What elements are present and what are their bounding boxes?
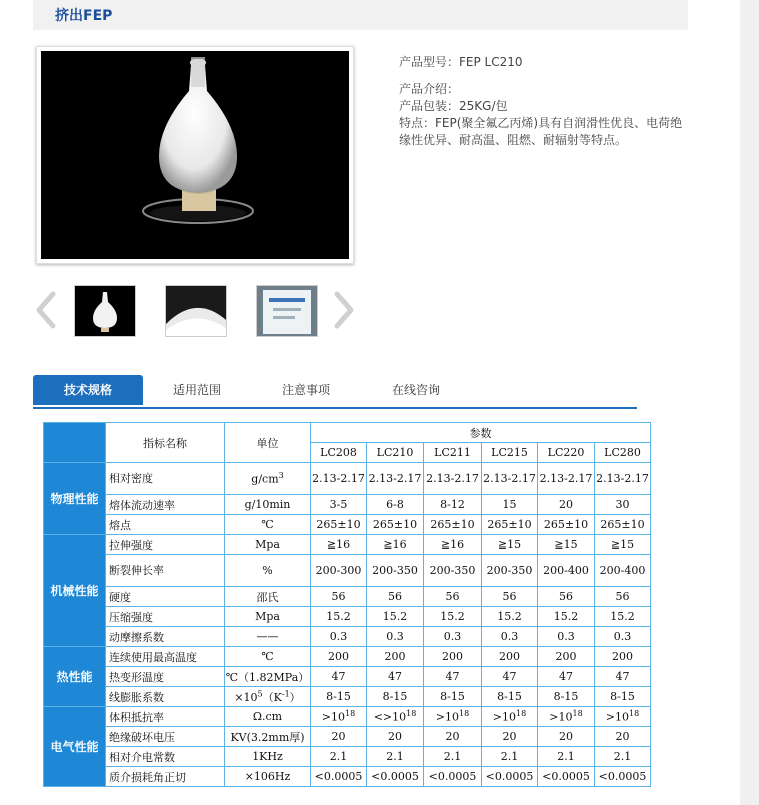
value-cell xyxy=(424,627,482,647)
value-text: 2.13-2.17 xyxy=(596,472,649,485)
header-unit: 单位 xyxy=(225,423,311,463)
next-arrow-icon[interactable] xyxy=(331,290,357,330)
tab-consult[interactable]: 在线咨询 xyxy=(391,383,440,397)
metric-unit xyxy=(225,587,311,607)
value-cell xyxy=(595,767,651,787)
value-cell xyxy=(367,555,424,587)
value-cell xyxy=(424,515,482,535)
value-text: 2.13-2.17 xyxy=(539,472,593,485)
value-text: 56 xyxy=(559,590,573,603)
value-cell xyxy=(482,647,538,667)
metric-unit xyxy=(225,647,311,667)
value-text: 56 xyxy=(502,590,517,603)
value-cell xyxy=(538,647,595,667)
flask-illustration xyxy=(41,51,349,259)
spec-table xyxy=(43,422,651,787)
value-text: 20 xyxy=(445,730,460,743)
value-text: 2.13-2.17 xyxy=(426,472,479,485)
value-text: 0.3 xyxy=(613,630,632,643)
grade-header: LC215 xyxy=(482,443,538,463)
value-text: >10 xyxy=(321,710,346,724)
value-cell xyxy=(367,587,424,607)
metric-unit xyxy=(225,767,311,787)
metric-name: 连续使用最高温度 xyxy=(106,647,225,667)
value-text: 20 xyxy=(331,730,346,743)
table-row xyxy=(44,667,651,687)
value-text: 200 xyxy=(555,650,577,663)
metric-unit xyxy=(225,535,311,555)
unit-part: g/cm xyxy=(251,472,279,486)
table-row xyxy=(44,707,651,727)
spec-table-body xyxy=(44,463,651,787)
page-title: 挤出FEP xyxy=(55,8,113,24)
metric-unit xyxy=(225,747,311,767)
value-cell xyxy=(311,707,367,727)
tab-applications[interactable]: 适用范围 xyxy=(172,383,221,397)
value-cell xyxy=(311,687,367,707)
value-cell xyxy=(311,727,367,747)
table-row xyxy=(44,647,651,667)
unit-part: 3 xyxy=(278,471,284,481)
value-text: 2.13-2.17 xyxy=(483,472,536,485)
grade-header: LC211 xyxy=(424,443,482,463)
value-text: 47 xyxy=(502,670,517,683)
value-text: 200-350 xyxy=(486,564,533,577)
header-name: 指标名称 xyxy=(106,423,225,463)
value-cell xyxy=(311,495,367,515)
value-text: 15 xyxy=(502,498,517,511)
metric-name: 断裂伸长率 xyxy=(106,555,225,587)
value-cell xyxy=(538,767,595,787)
table-row xyxy=(44,535,651,555)
value-text: 20 xyxy=(502,730,517,743)
grade-header: LC208 xyxy=(311,443,367,463)
value-text: 0.3 xyxy=(557,630,575,643)
value-text: 200-400 xyxy=(599,564,646,577)
thumbnail-flask[interactable] xyxy=(74,285,136,337)
value-text: 8-15 xyxy=(326,690,351,703)
value-text: 2.1 xyxy=(443,750,462,763)
product-package: 产品包装：25KG/包 xyxy=(399,99,508,113)
value-text: ≧15 xyxy=(497,538,522,551)
value-cell xyxy=(595,515,651,535)
unit-part: ℃（1.82MPa） xyxy=(225,670,310,684)
grade-header: LC280 xyxy=(595,443,651,463)
value-cell xyxy=(482,687,538,707)
value-text: 2.1 xyxy=(386,750,404,763)
table-row xyxy=(44,767,651,787)
value-cell xyxy=(367,463,424,495)
value-text: 15.2 xyxy=(382,610,408,623)
value-text: <0.0005 xyxy=(542,770,590,783)
unit-part: —— xyxy=(256,630,279,643)
value-cell xyxy=(424,463,482,495)
value-text: 265±10 xyxy=(430,518,475,531)
value-text: 0.3 xyxy=(329,630,348,643)
value-cell xyxy=(595,667,651,687)
value-text: 200 xyxy=(328,650,349,663)
metric-unit xyxy=(225,627,311,647)
value-text: 56 xyxy=(445,590,460,603)
product-info xyxy=(399,54,689,149)
metric-name: 熔点 xyxy=(106,515,225,535)
value-cell xyxy=(311,515,367,535)
metric-unit xyxy=(225,555,311,587)
value-cell xyxy=(311,587,367,607)
value-cell xyxy=(538,495,595,515)
product-main-image[interactable] xyxy=(36,46,354,264)
value-cell xyxy=(367,607,424,627)
value-cell xyxy=(595,647,651,667)
metric-name: 热变形温度 xyxy=(106,667,225,687)
metric-name: 质介损耗角正切 xyxy=(106,767,225,787)
value-cell xyxy=(424,707,482,727)
table-row xyxy=(44,555,651,587)
value-cell xyxy=(424,647,482,667)
table-row xyxy=(44,587,651,607)
unit-part: ×10 xyxy=(234,690,258,704)
value-text: 47 xyxy=(388,670,402,683)
unit-part: 1KHz xyxy=(252,750,283,763)
unit-part: （K xyxy=(262,690,282,704)
value-text: 20 xyxy=(559,498,573,511)
value-text: ≧15 xyxy=(554,538,578,551)
value-text: 20 xyxy=(615,730,630,743)
value-text: 15.2 xyxy=(553,610,579,623)
value-cell xyxy=(595,587,651,607)
metric-unit xyxy=(225,727,311,747)
value-cell xyxy=(311,747,367,767)
value-text: 265±10 xyxy=(316,518,361,531)
value-text: 2.1 xyxy=(557,750,575,763)
value-text: 8-15 xyxy=(497,690,522,703)
value-text: 8-15 xyxy=(382,690,408,703)
unit-part: ℃ xyxy=(261,518,274,531)
metric-name: 线膨胀系数 xyxy=(106,687,225,707)
value-cell xyxy=(367,647,424,667)
value-text: <0.0005 xyxy=(428,770,477,783)
value-text: ≧15 xyxy=(610,538,635,551)
value-cell xyxy=(424,587,482,607)
value-text: 200-350 xyxy=(429,564,476,577)
value-text: 265±10 xyxy=(600,518,645,531)
value-cell xyxy=(595,627,651,647)
table-row xyxy=(44,495,651,515)
value-cell xyxy=(367,495,424,515)
value-cell xyxy=(367,767,424,787)
value-cell xyxy=(538,515,595,535)
value-text: 2.1 xyxy=(329,750,348,763)
grade-header: LC210 xyxy=(367,443,424,463)
unit-part: Mpa xyxy=(255,610,280,623)
value-text: <0.0005 xyxy=(371,770,419,783)
value-text: ≧16 xyxy=(326,538,351,551)
value-text: >10 xyxy=(492,710,517,724)
value-cell xyxy=(538,667,595,687)
value-cell xyxy=(595,727,651,747)
page-edge-bar xyxy=(740,0,759,805)
value-cell xyxy=(482,463,538,495)
value-cell xyxy=(424,495,482,515)
tab-specs[interactable]: 技术规格 xyxy=(33,375,143,405)
value-cell xyxy=(311,767,367,787)
value-cell xyxy=(424,687,482,707)
value-text: >10 xyxy=(549,710,573,724)
value-cell xyxy=(367,687,424,707)
table-row xyxy=(44,687,651,707)
value-text: 200-350 xyxy=(372,564,418,577)
value-cell xyxy=(311,607,367,627)
value-cell xyxy=(538,627,595,647)
unit-part: Mpa xyxy=(255,538,280,551)
value-cell xyxy=(367,535,424,555)
value-text: 2.1 xyxy=(500,750,519,763)
value-cell xyxy=(367,627,424,647)
value-cell xyxy=(367,667,424,687)
value-text: 8-15 xyxy=(440,690,465,703)
value-text: 8-15 xyxy=(553,690,579,703)
value-text: 3-5 xyxy=(329,498,348,511)
value-text: <>10 xyxy=(373,710,407,724)
table-row xyxy=(44,607,651,627)
value-text: 20 xyxy=(559,730,573,743)
metric-name: 相对密度 xyxy=(106,463,225,495)
value-cell xyxy=(538,535,595,555)
value-cell xyxy=(367,727,424,747)
value-text: 200-300 xyxy=(315,564,362,577)
value-text: 47 xyxy=(559,670,573,683)
unit-part: Ω.cm xyxy=(252,710,283,723)
value-cell xyxy=(595,707,651,727)
value-cell xyxy=(595,463,651,495)
value-text: 265±10 xyxy=(487,518,532,531)
table-row xyxy=(44,727,651,747)
value-cell xyxy=(367,515,424,535)
value-text: 0.3 xyxy=(500,630,519,643)
value-text: ≧16 xyxy=(383,538,407,551)
value-cell xyxy=(482,747,538,767)
metric-unit xyxy=(225,515,311,535)
value-exponent: 18 xyxy=(516,709,527,719)
value-cell xyxy=(538,607,595,627)
metric-name: 压缩强度 xyxy=(106,607,225,627)
value-cell xyxy=(311,627,367,647)
value-text: <0.0005 xyxy=(485,770,534,783)
metric-name: 动摩擦系数 xyxy=(106,627,225,647)
value-cell xyxy=(482,495,538,515)
value-text: 2.13-2.17 xyxy=(312,472,365,485)
unit-part: ℃ xyxy=(261,650,274,663)
value-cell xyxy=(595,687,651,707)
metric-name: 体积抵抗率 xyxy=(106,707,225,727)
metric-unit xyxy=(225,667,311,687)
value-text: 0.3 xyxy=(386,630,404,643)
value-text: 200 xyxy=(442,650,463,663)
value-cell xyxy=(538,555,595,587)
value-cell xyxy=(424,667,482,687)
unit-part: ×106Hz xyxy=(244,770,291,783)
value-text: 0.3 xyxy=(443,630,462,643)
value-text: 56 xyxy=(615,590,630,603)
header-params: 参数 xyxy=(311,423,651,443)
value-cell xyxy=(482,627,538,647)
thumbnail-bag[interactable] xyxy=(256,285,318,337)
value-text: 265±10 xyxy=(543,518,589,531)
value-text: ≧16 xyxy=(440,538,465,551)
value-text: 265±10 xyxy=(372,518,418,531)
value-cell xyxy=(482,535,538,555)
value-exponent: 18 xyxy=(345,709,356,719)
metric-unit xyxy=(225,707,311,727)
value-cell xyxy=(424,607,482,627)
value-cell xyxy=(538,747,595,767)
value-cell xyxy=(311,647,367,667)
value-cell xyxy=(311,667,367,687)
value-cell xyxy=(482,767,538,787)
value-cell xyxy=(424,555,482,587)
unit-part: -1 xyxy=(281,688,290,698)
value-exponent: 18 xyxy=(459,709,470,719)
section-title-bar xyxy=(33,0,688,30)
value-text: 15.2 xyxy=(440,610,465,623)
value-cell xyxy=(482,667,538,687)
product-model: 产品型号：FEP LC210 xyxy=(399,55,523,69)
value-cell xyxy=(595,535,651,555)
table-row xyxy=(44,515,651,535)
value-text: 56 xyxy=(331,590,346,603)
table-row xyxy=(44,463,651,495)
value-cell xyxy=(595,747,651,767)
tab-notes[interactable]: 注意事项 xyxy=(281,383,330,397)
value-cell xyxy=(311,463,367,495)
metric-unit xyxy=(225,607,311,627)
category-cell: 电气性能 xyxy=(44,707,106,787)
header-corner xyxy=(44,423,106,463)
value-cell xyxy=(538,707,595,727)
value-exponent: 18 xyxy=(406,709,417,719)
category-cell: 机械性能 xyxy=(44,535,106,647)
value-text: 15.2 xyxy=(326,610,351,623)
tab-bar xyxy=(33,375,637,409)
value-text: 30 xyxy=(615,498,630,511)
value-cell xyxy=(311,555,367,587)
value-text: 8-15 xyxy=(610,690,635,703)
value-cell xyxy=(311,535,367,555)
value-text: 8-12 xyxy=(440,498,465,511)
value-text: <0.0005 xyxy=(598,770,647,783)
value-exponent: 18 xyxy=(629,709,640,719)
metric-unit xyxy=(225,495,311,515)
value-text: <0.0005 xyxy=(314,770,363,783)
metric-unit xyxy=(225,687,311,707)
grade-header: LC220 xyxy=(538,443,595,463)
value-cell xyxy=(367,707,424,727)
metric-name: 硬度 xyxy=(106,587,225,607)
value-exponent: 18 xyxy=(572,709,583,719)
value-text: 200-400 xyxy=(543,564,589,577)
value-cell xyxy=(482,707,538,727)
value-cell xyxy=(482,515,538,535)
value-text: 2.13-2.17 xyxy=(368,472,422,485)
value-cell xyxy=(424,727,482,747)
value-text: 2.1 xyxy=(613,750,632,763)
value-cell xyxy=(482,607,538,627)
value-cell xyxy=(482,727,538,747)
value-cell xyxy=(424,535,482,555)
metric-name: 熔体流动速率 xyxy=(106,495,225,515)
value-cell xyxy=(595,555,651,587)
unit-part: % xyxy=(262,564,273,577)
product-intro-label: 产品介绍： xyxy=(399,82,460,96)
value-cell xyxy=(538,463,595,495)
value-text: 47 xyxy=(445,670,460,683)
value-text: 15.2 xyxy=(497,610,522,623)
value-text: 47 xyxy=(615,670,630,683)
unit-part: ） xyxy=(289,690,301,704)
category-cell: 热性能 xyxy=(44,647,106,707)
thumbnail-granules[interactable] xyxy=(165,285,227,337)
value-cell xyxy=(482,555,538,587)
value-cell xyxy=(482,587,538,607)
value-cell xyxy=(424,747,482,767)
value-text: 20 xyxy=(388,730,402,743)
prev-arrow-icon[interactable] xyxy=(33,290,59,330)
value-text: 56 xyxy=(388,590,402,603)
product-feature: 特点：FEP(聚全氟乙丙烯)具有自润滑性优良、电荷绝缘性优异、耐高温、阻燃、耐辐射等特点。 xyxy=(399,116,683,147)
value-text: 200 xyxy=(612,650,633,663)
unit-part: 5 xyxy=(257,688,263,698)
value-cell xyxy=(538,687,595,707)
unit-part: 邵氏 xyxy=(256,590,279,604)
value-text: >10 xyxy=(435,710,460,724)
table-row xyxy=(44,747,651,767)
value-text: 15.2 xyxy=(610,610,635,623)
value-cell xyxy=(595,495,651,515)
value-cell xyxy=(538,727,595,747)
metric-name: 相对介电常数 xyxy=(106,747,225,767)
value-text: 6-8 xyxy=(386,498,404,511)
category-cell: 物理性能 xyxy=(44,463,106,535)
metric-name: 拉伸强度 xyxy=(106,535,225,555)
value-cell xyxy=(424,767,482,787)
value-text: 200 xyxy=(384,650,406,663)
unit-part: g/10min xyxy=(244,498,291,511)
unit-part: KV(3.2mm厚) xyxy=(230,730,305,744)
metric-name: 绝缘破坏电压 xyxy=(106,727,225,747)
value-text: >10 xyxy=(605,710,630,724)
table-row xyxy=(44,627,651,647)
value-cell xyxy=(538,587,595,607)
value-text: 47 xyxy=(331,670,346,683)
metric-unit xyxy=(225,463,311,495)
value-cell xyxy=(595,607,651,627)
value-text: 200 xyxy=(499,650,520,663)
value-cell xyxy=(367,747,424,767)
